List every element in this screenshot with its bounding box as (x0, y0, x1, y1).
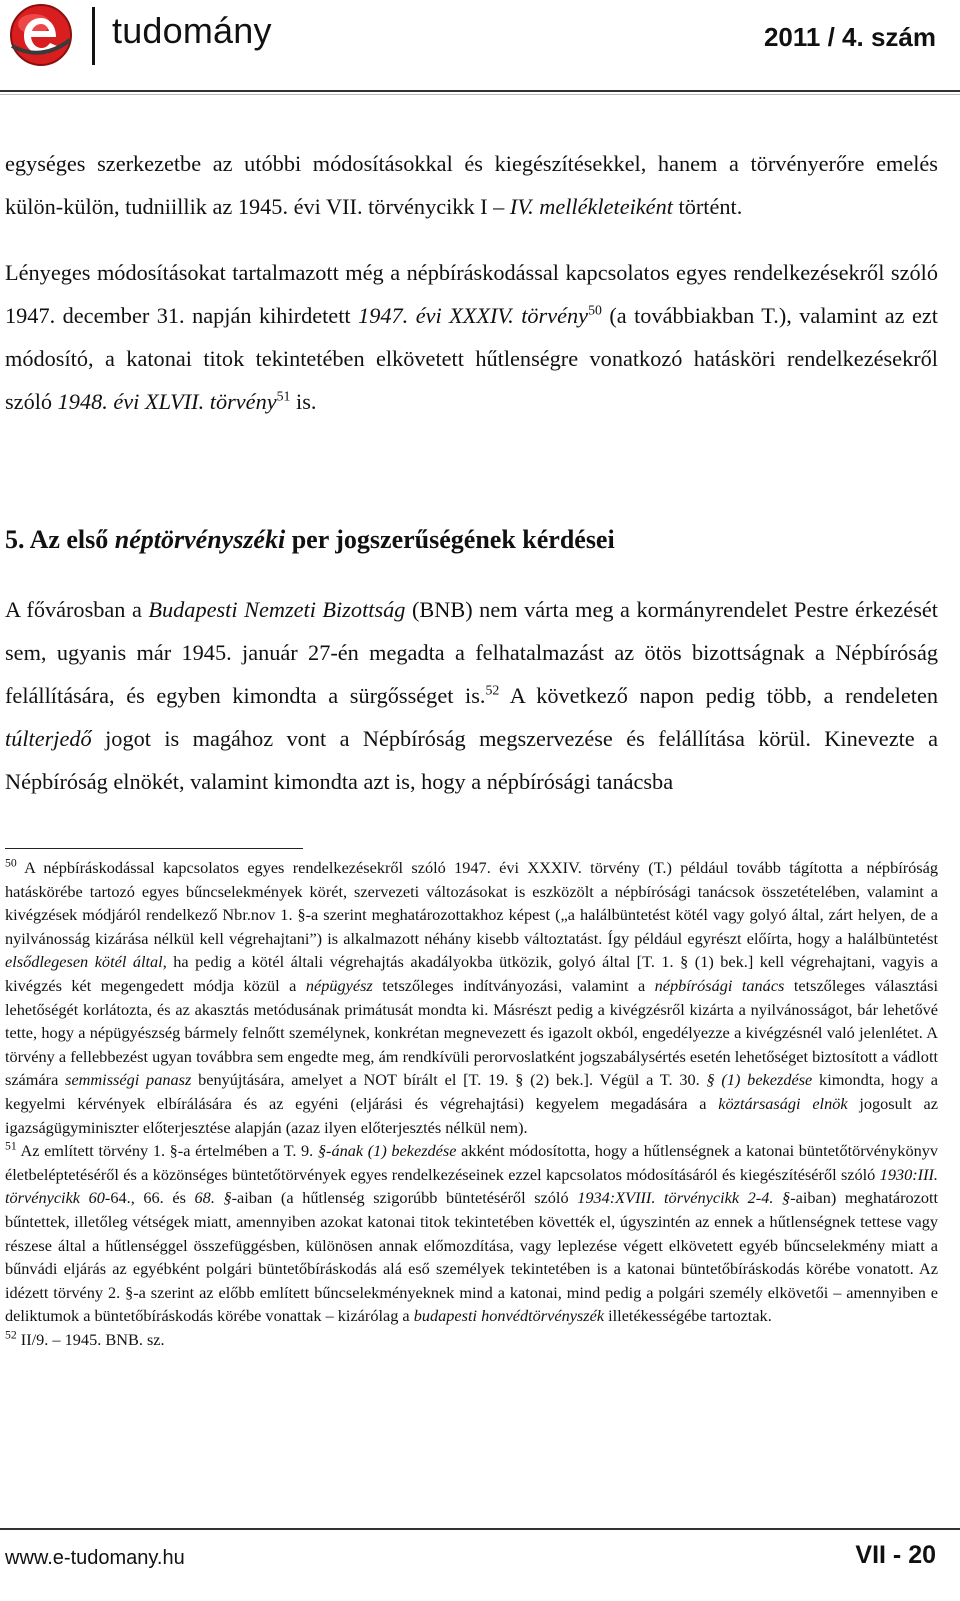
footnote-50: $^{50}$ A népbíráskodással kapcsolatos egyes rendelkezésekről szóló 1947. évi XXXIV. törvény (T.) például tovább tágította a népbíróság hatáskörébe tartozó egyes bűncselekmények körét, szervezeti változásokat is eszközölt a népbírósági tanácsok összetételében, valamint a kivégzések módjáról rendelkező Nbr.nov 1. §-a szerint meghatározottakhoz képest („a halálbüntetést kötél vagy golyó által, zárt helyen, de a nyilvánosság kizárása nélkül kell végrehajtani”) is alkalmazott néhány kisebb változtatást. Így például egyrészt előírta, hogy a halálbüntetést elsődlegesen kötél által, ha pedig a kötél általi végrehajtás akadályokba ütközik, golyó által [T. 1. § (1) bek.] kell végrehajtani, vagyis a kivégzés két megengedett módja közül a népügyész tetszőleges indítványozási, valamint a népbírósági tanács tetszőleges választási lehetőségét korlátozta, és az akasztás metódusának primátusát mondta ki. Másrészt pedig a kivégzésről kizárta a nyilvánosságot, bár lehetővé tette, hogy a népügyészség bármely felnőtt személynek, konkrétan megnevezett és igazolt okból, engedélyezze a kivégzésnél való jelenlétet. A törvény a fellebbezést ugyan továbbra sem engedte meg, ám rendkívüli perorvoslatként jogszabálysértés esetén lehetőséget biztosított a vádlott számára semmisségi panasz benyújtására, amelyet a NOT bírált el [T. 19. § (2) bek.]. Végül a T. 30. § (1) bekezdése kimondta, hogy a kegyelmi kérvények elbírálására és az egyéni (eljárási és végrehajtási) kegyelem megadására a köztársasági elnök jogosult az igazságügyminiszter előterjesztése alapján (azaz ilyen előterjesztés nélkül nem). (5, 856, 939, 1137)
e-tudomany-logo-icon (8, 2, 74, 68)
footnote-separator (5, 848, 303, 849)
footnote-52: $^{52}$ II/9. – 1945. BNB. sz. (5, 1328, 165, 1349)
section-heading: 5. Az első néptörvényszéki per jogszerűségének kérdései (5, 525, 615, 554)
footer-url-link[interactable]: www.e-tudomany.hu (5, 1547, 185, 1569)
journal-title: tudomány (112, 10, 272, 51)
issue-label: 2011 / 4. szám (763, 22, 936, 52)
footnotes (5, 856, 938, 1351)
footnote-ref[interactable]: 51 (276, 388, 291, 404)
footnote-ref[interactable]: 52 (485, 682, 500, 698)
header-rule (0, 90, 960, 92)
paragraph: Lényeges módosításokat tartalmazott még a népbíráskodással kapcsolatos egyes rendelkezésekről szóló 1947. december 31. napján kihirdetett 1947. évi XXXIV. törvény$^{50}$ (a továbbiakban T.), valamint az ezt módosító, a katonai titok tekintetében elkövetett hűtlenségre vonatkozó hatásköri rendelkezésekről szóló 1948. évi XLVII. törvény$^{51}$ is. (5, 260, 938, 414)
paragraph: egységes szerkezetbe az utóbbi módosításokkal és kiegészítésekkel, hanem a törvényerőre emelés külön-külön, tudniillik az 1945. évi VII. törvénycikk I – IV. mellékleteiként történt. (5, 151, 938, 219)
header-rule-thin (0, 94, 960, 95)
page-header (0, 0, 960, 95)
body-text (5, 142, 938, 423)
footnote-ref[interactable]: 50 (588, 302, 602, 318)
footnote-51: $^{51}$ Az említett törvény 1. §-a értelmében a T. 9. §-ának (1) bekezdése akként módosította, hogy a hűtlenségnek a katonai büntetőtörvénykönyv életbeléptetéséről és a közönséges büntetőtörvények egyes rendelkezéseinek ezzel kapcsolatos módosításáról és kiegészítéséről szóló 1930:III. törvénycikk 60-64., 66. és 68. §-aiban (a hűtlenség szigorúbb büntetéséről szóló 1934:XVIII. törvénycikk 2-4. §-aiban) meghatározott bűntettek, illetőleg vétségek miatt, amennyiben azokat katonai titok tekintetében követték el, úgyszintén az ennek a hűtlenségnek tettese vagy részese által a hűtlenséggel összefüggésben, különösen annak előmozdítása, vagy leplezése végett elkövetett egyéb bűncselekmény miatt a bűnvádi eljárás az egyébként polgári büntetőbíráskodás alá eső személyek tekintetében is a katonai büntetőbíráskodás körébe vonatott. Az idézett törvény 2. §-a szerint az előbb említett bűncselekményeknek mind a katonai, mind pedig a polgári személy elkövetői – amennyiben e deliktumok a büntetőbíráskodás körébe vonattak – kizárólag a budapesti honvédtörvényszék illetékességébe tartoztak. (5, 1139, 939, 1326)
page-number: VII - 20 (855, 1541, 936, 1569)
footer-rule (0, 1528, 960, 1530)
paragraph: A fővárosban a Budapesti Nemzeti Bizottság (BNB) nem várta meg a kormányrendelet Pestre érkezését sem, ugyanis már 1945. január 27-én megadta a felhatalmazást az ötös bizottságnak a Népbíróság felállítására, és egyben kimondta a sürgősséget is.$^{52}$ A következő napon pedig több, a rendeleten túlterjedő jogot is magához vont a Népbíróság megszervezése és felállítása körül. Kinevezte a Népbíróság elnökét, valamint kimondta azt is, hogy a népbírósági tanácsba (5, 597, 938, 794)
header-divider (92, 7, 95, 65)
